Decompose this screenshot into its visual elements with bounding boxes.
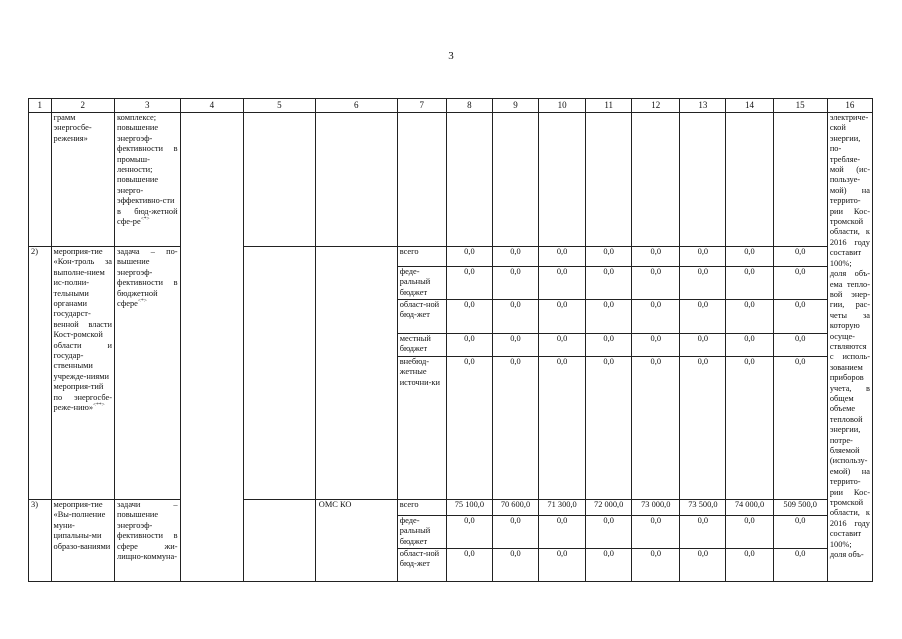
value-cell: 0,0 [586,549,632,582]
value-cell: 0,0 [726,516,773,549]
header-cell: 8 [446,99,492,113]
source-label: област-ной бюд-жет [397,300,446,334]
value-cell: 0,0 [492,357,538,500]
header-row [29,99,873,113]
value-cell: 0,0 [492,334,538,357]
value-cell: 0,0 [726,549,773,582]
value-cell: 0,0 [586,357,632,500]
value-cell: 72 000,0 [586,500,632,516]
value-cell: 0,0 [726,247,773,267]
table-row [29,247,873,267]
value-cell: 0,0 [446,357,492,500]
header-cell: 16 [827,99,872,113]
header-cell: 10 [539,99,586,113]
value-cell: 0,0 [586,300,632,334]
value-cell: 0,0 [680,334,726,357]
executor: ОМС КО [315,500,397,582]
program-table [28,98,873,582]
value-cell: 0,0 [586,267,632,300]
header-cell: 3 [115,99,181,113]
value-cell: 0,0 [492,247,538,267]
value-cell: 0,0 [446,549,492,582]
value-cell: 73 000,0 [632,500,680,516]
page-number: 3 [448,50,454,62]
header-cell: 11 [586,99,632,113]
value-cell: 0,0 [539,549,586,582]
value-cell: 0,0 [539,334,586,357]
value-cell: 0,0 [726,267,773,300]
indicator-text: электриче-ской энергии, по-требляе-мой (ис-пользуе-мой) на террито-рии Кос-тромской области, к 2016 году составит 100%; доля объ-ема тепло-вой энер-гии, рас-четы за которую осуще-ствляются с исполь-зованием приборов учета, в общем объеме тепловой энергии, потре-бляемой (использу-емой) на террито-рии Кос-тромской области, к 2016 году составит 100%; доля объ- [827,113,872,582]
value-cell: 0,0 [632,357,680,500]
source-label: внебюд-жетные источни-ки [397,357,446,500]
header-cell: 14 [726,99,773,113]
measure-name: мероприя-тие «Вы-полнение муни-ципальны-ми образо-ваниями [51,500,115,582]
value-cell: 0,0 [726,300,773,334]
header-cell: 7 [397,99,446,113]
source-label: феде-ральный бюджет [397,267,446,300]
row-number: 2) [29,247,52,500]
value-cell: 509 500,0 [773,500,827,516]
value-cell: 0,0 [586,247,632,267]
value-cell: 0,0 [632,549,680,582]
value-cell: 75 100,0 [446,500,492,516]
value-cell: 0,0 [726,334,773,357]
header-cell: 15 [773,99,827,113]
source-label: феде-ральный бюджет [397,516,446,549]
value-cell: 0,0 [539,516,586,549]
header-cell: 9 [492,99,538,113]
value-cell: 0,0 [492,267,538,300]
value-cell: 0,0 [680,357,726,500]
row-number: 3) [29,500,52,582]
value-cell: 0,0 [680,247,726,267]
measure-task: задача – по-вышение энергоэф-фективности в бюджетной сфере<*> [115,247,181,500]
table-row [29,113,873,247]
value-cell: 0,0 [773,549,827,582]
value-cell: 0,0 [539,357,586,500]
value-cell: 0,0 [492,516,538,549]
value-cell: 0,0 [773,247,827,267]
header-cell: 12 [632,99,680,113]
header-cell: 5 [244,99,316,113]
value-cell: 0,0 [726,357,773,500]
value-cell: 0,0 [773,357,827,500]
value-cell: 0,0 [632,334,680,357]
value-cell: 0,0 [680,300,726,334]
value-cell: 70 600,0 [492,500,538,516]
header-cell: 2 [51,99,115,113]
value-cell: 0,0 [586,334,632,357]
value-cell: 0,0 [773,516,827,549]
source-label: всего [397,247,446,267]
value-cell: 0,0 [632,267,680,300]
header-cell: 6 [315,99,397,113]
value-cell: 0,0 [492,549,538,582]
header-cell: 4 [180,99,244,113]
value-cell: 0,0 [773,267,827,300]
value-cell: 0,0 [680,549,726,582]
value-cell: 73 500,0 [680,500,726,516]
value-cell: 0,0 [446,247,492,267]
value-cell: 0,0 [773,300,827,334]
value-cell: 0,0 [632,516,680,549]
value-cell: 0,0 [773,334,827,357]
value-cell: 0,0 [586,516,632,549]
header-cell: 1 [29,99,52,113]
cont-task: комплексе; повышение энергоэф-фективности в промыш-ленности; повышение энерго-эффективно-сти в бюд-жетной сфе-ре<*> [115,113,181,247]
measure-name: мероприя-тие «Кон-троль за выполне-нием ис-полни-тельными органами государст-венной власти Кост-ромской области и государ-ственными учрежде-ниями мероприя-тий по энергосбе-реже-нию»<**> [51,247,115,500]
table-row [29,500,873,516]
value-cell: 0,0 [446,334,492,357]
source-label: област-ной бюд-жет [397,549,446,582]
value-cell: 0,0 [492,300,538,334]
value-cell: 0,0 [539,247,586,267]
value-cell: 0,0 [680,516,726,549]
value-cell: 0,0 [539,267,586,300]
value-cell: 0,0 [446,300,492,334]
value-cell: 0,0 [632,247,680,267]
value-cell: 71 300,0 [539,500,586,516]
source-label: всего [397,500,446,516]
value-cell: 0,0 [446,516,492,549]
value-cell: 0,0 [539,300,586,334]
measure-task: задачи – повышение энергоэф-фективности в сфере жи-лищно-коммуна- [115,500,181,582]
value-cell: 0,0 [446,267,492,300]
source-label: местный бюджет [397,334,446,357]
header-cell: 13 [680,99,726,113]
value-cell: 0,0 [680,267,726,300]
value-cell: 0,0 [632,300,680,334]
cont-name: грамм энергосбе-режения» [51,113,115,247]
value-cell: 74 000,0 [726,500,773,516]
